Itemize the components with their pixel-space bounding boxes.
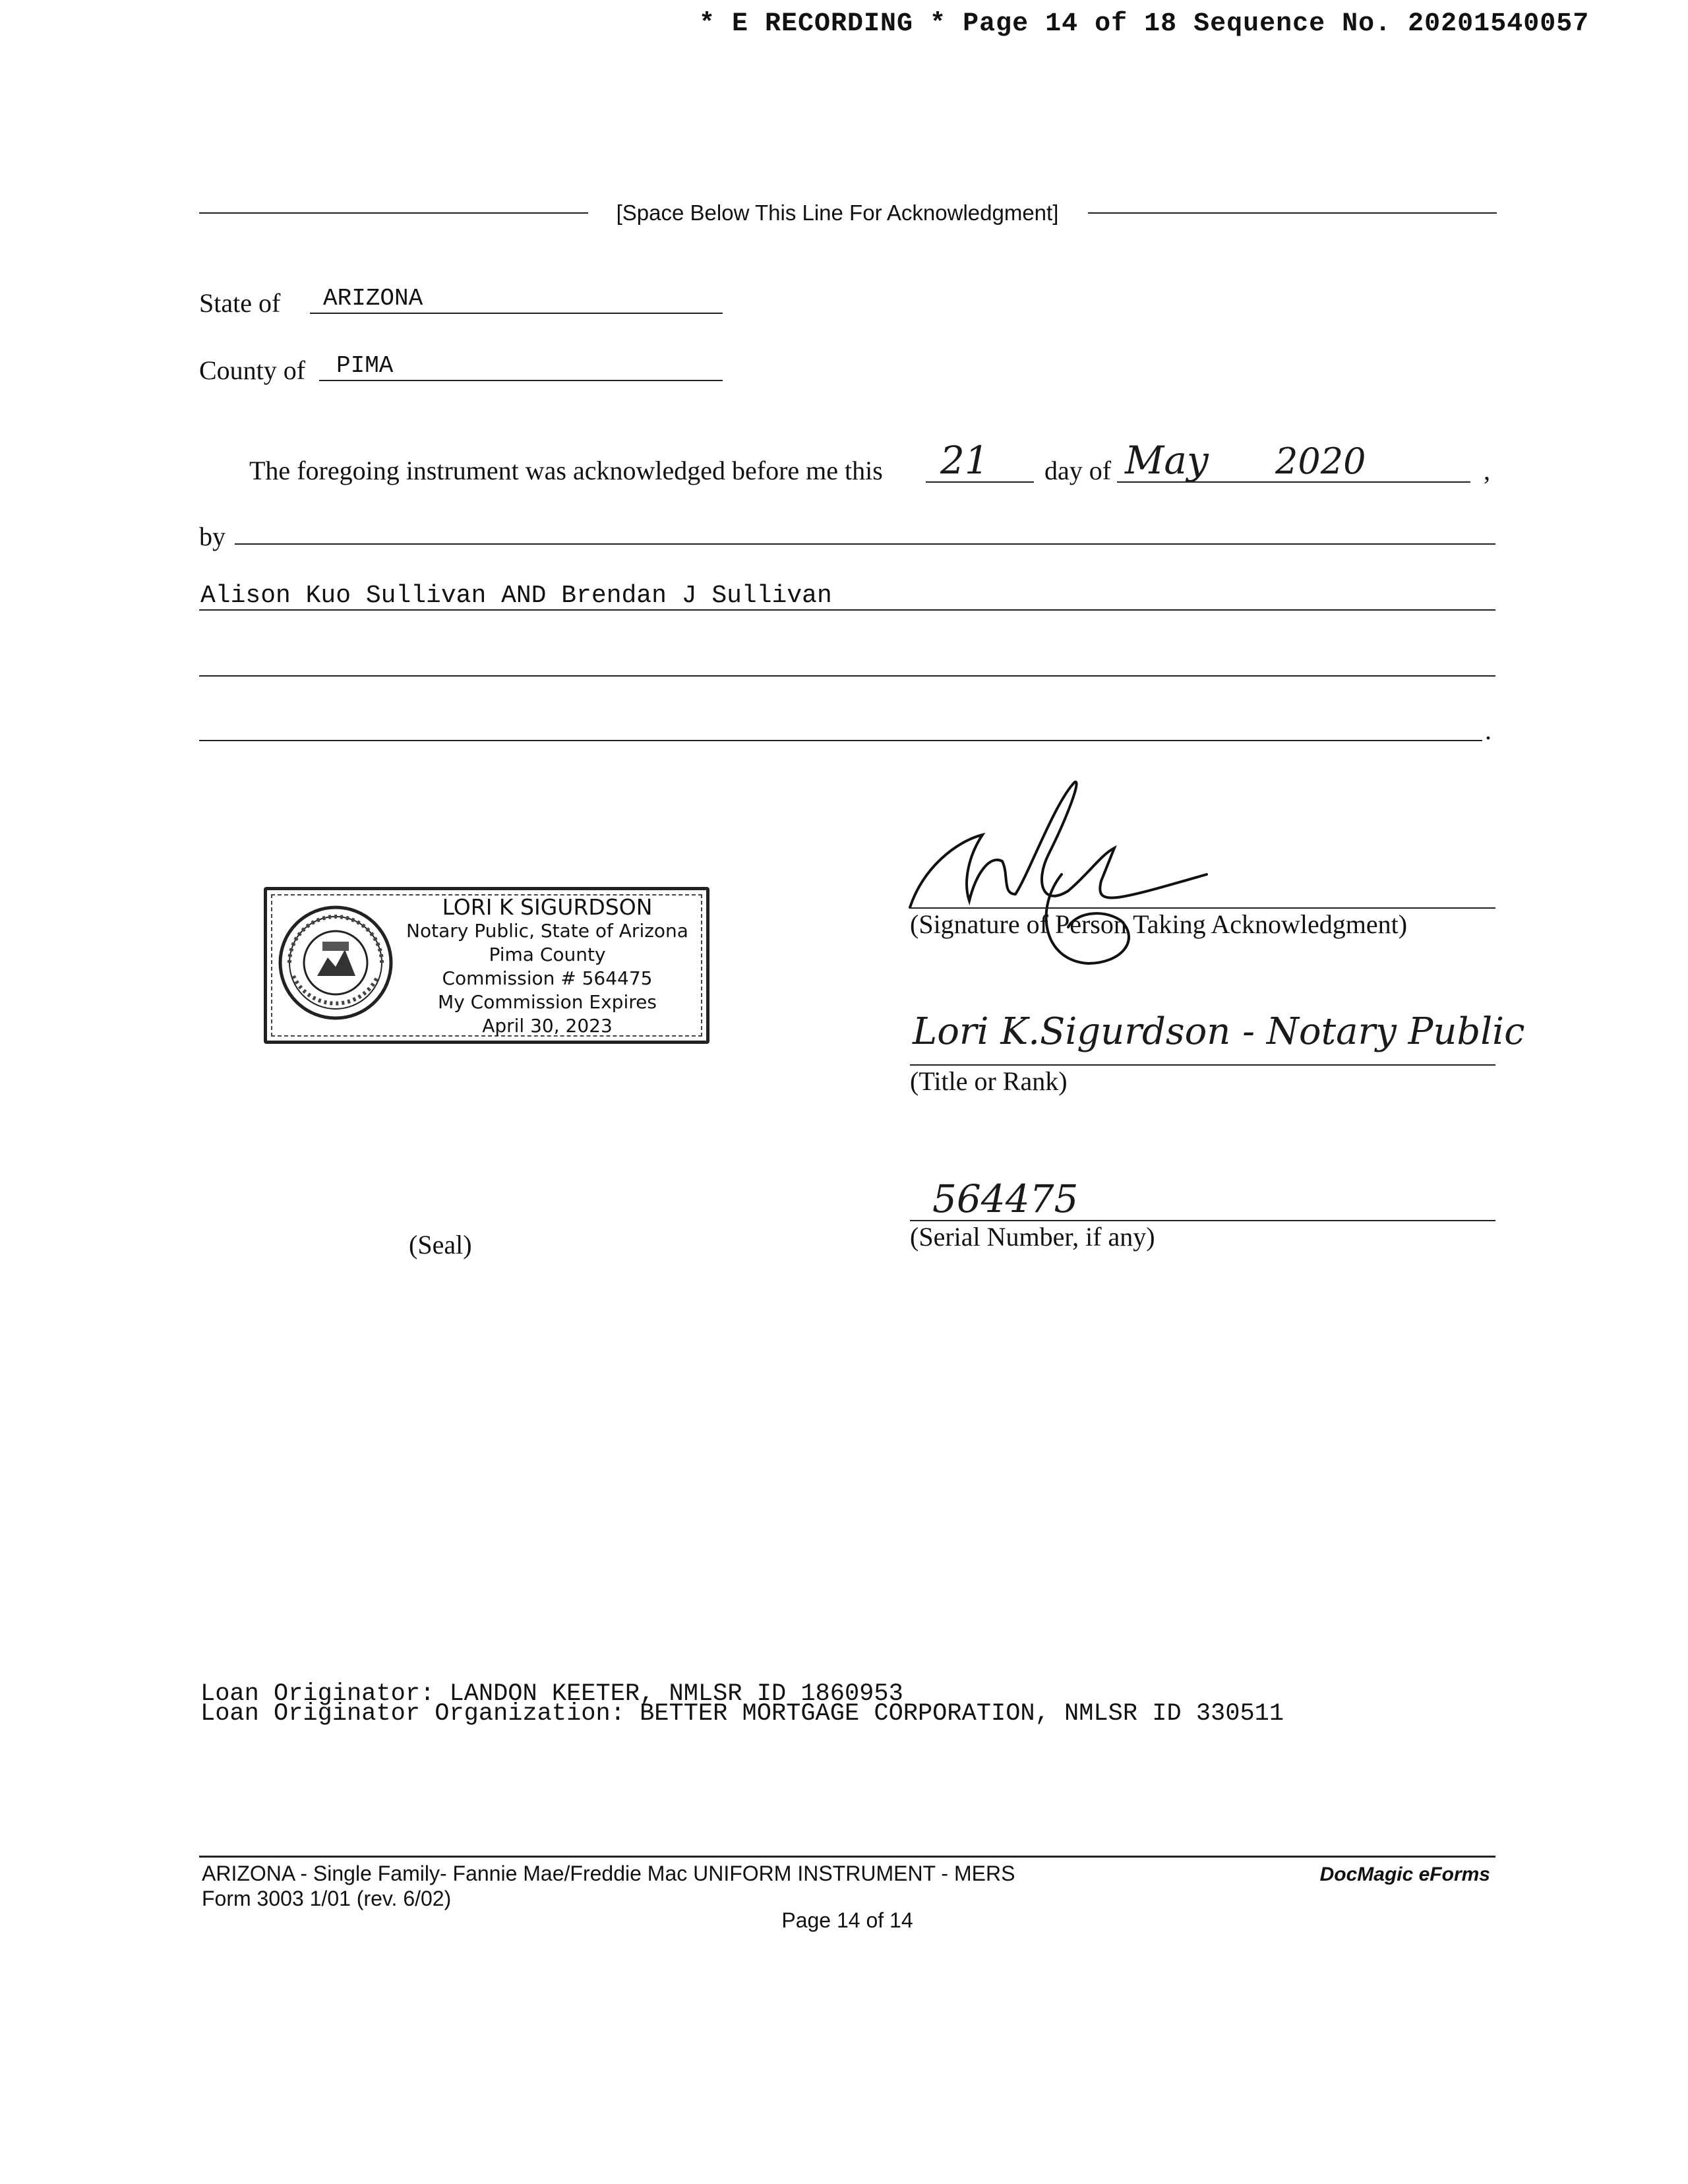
state-value: ARIZONA — [323, 285, 423, 312]
seal-county: Pima County — [489, 944, 606, 965]
seal-label: (Seal) — [409, 1230, 472, 1259]
title-caption: (Title or Rank) — [910, 1066, 1068, 1096]
seal-commission: Commission # 564475 — [442, 967, 653, 989]
day-underline — [926, 481, 1034, 483]
seal-expires-label: My Commission Expires — [438, 991, 657, 1013]
serial-handwritten: 564475 — [932, 1176, 1079, 1221]
acknowledged-persons: Alison Kuo Sullivan AND Brendan J Sullivan — [200, 582, 832, 610]
loan-originator-organization: Loan Originator Organization: BETTER MORTGAGE CORPORATION, NMLSR ID 330511 — [200, 1700, 1284, 1728]
blank-line-2 — [199, 740, 1482, 741]
ack-rule-right — [1088, 212, 1497, 214]
period-mark: . — [1485, 715, 1492, 745]
foregoing-text: The foregoing instrument was acknowledged before me this — [249, 456, 883, 485]
state-underline — [310, 313, 723, 314]
state-label: State of — [199, 288, 281, 318]
seal-notary-title: Notary Public, State of Arizona — [406, 920, 688, 942]
persons-underline — [199, 609, 1495, 611]
seal-notary-name: LORI K SIGURDSON — [442, 894, 653, 920]
day-handwritten: 21 — [940, 438, 989, 483]
footer-form-line2: Form 3003 1/01 (rev. 6/02) — [202, 1887, 452, 1910]
footer-form-line1: ARIZONA - Single Family- Fannie Mae/Freddie Mac UNIFORM INSTRUMENT - MERS — [202, 1862, 1015, 1885]
handwritten-signature-icon — [903, 775, 1246, 973]
seal-expires-date: April 30, 2023 — [482, 1015, 613, 1037]
county-label: County of — [199, 355, 306, 385]
footer-brand-logo: DocMagic eForms — [1319, 1864, 1490, 1885]
county-value: PIMA — [336, 352, 394, 379]
acknowledgment-caption: [Space Below This Line For Acknowledgment] — [616, 200, 1059, 225]
loan-originator: Loan Originator: LANDON KEETER, NMLSR ID 1860953 — [200, 1680, 903, 1708]
trailing-comma: , — [1484, 456, 1490, 485]
date-underline — [1117, 481, 1470, 483]
by-label: by — [199, 522, 226, 551]
recording-header: * E RECORDING * Page 14 of 18 Sequence No. 20201540057 — [699, 9, 1590, 39]
state-seal-emblem-icon — [276, 903, 395, 1022]
signature-caption: (Signature of Person Taking Acknowledgment) — [910, 909, 1408, 939]
day-of-label: day of — [1044, 456, 1112, 485]
footer-page-number: Page 14 of 14 — [781, 1908, 913, 1932]
seal-text-block — [392, 895, 702, 1038]
title-handwritten: Lori K.Sigurdson - Notary Public — [913, 1010, 1525, 1053]
blank-line-1 — [199, 675, 1495, 677]
notary-seal-stamp — [264, 887, 709, 1044]
serial-caption: (Serial Number, if any) — [910, 1222, 1155, 1252]
footer-rule — [199, 1856, 1495, 1858]
year-handwritten: 2020 — [1275, 440, 1366, 482]
county-underline — [319, 380, 723, 381]
ack-rule-left — [199, 212, 588, 214]
by-underline — [235, 543, 1495, 545]
footer-form-info — [202, 1861, 1015, 1911]
month-handwritten: May — [1125, 438, 1209, 483]
